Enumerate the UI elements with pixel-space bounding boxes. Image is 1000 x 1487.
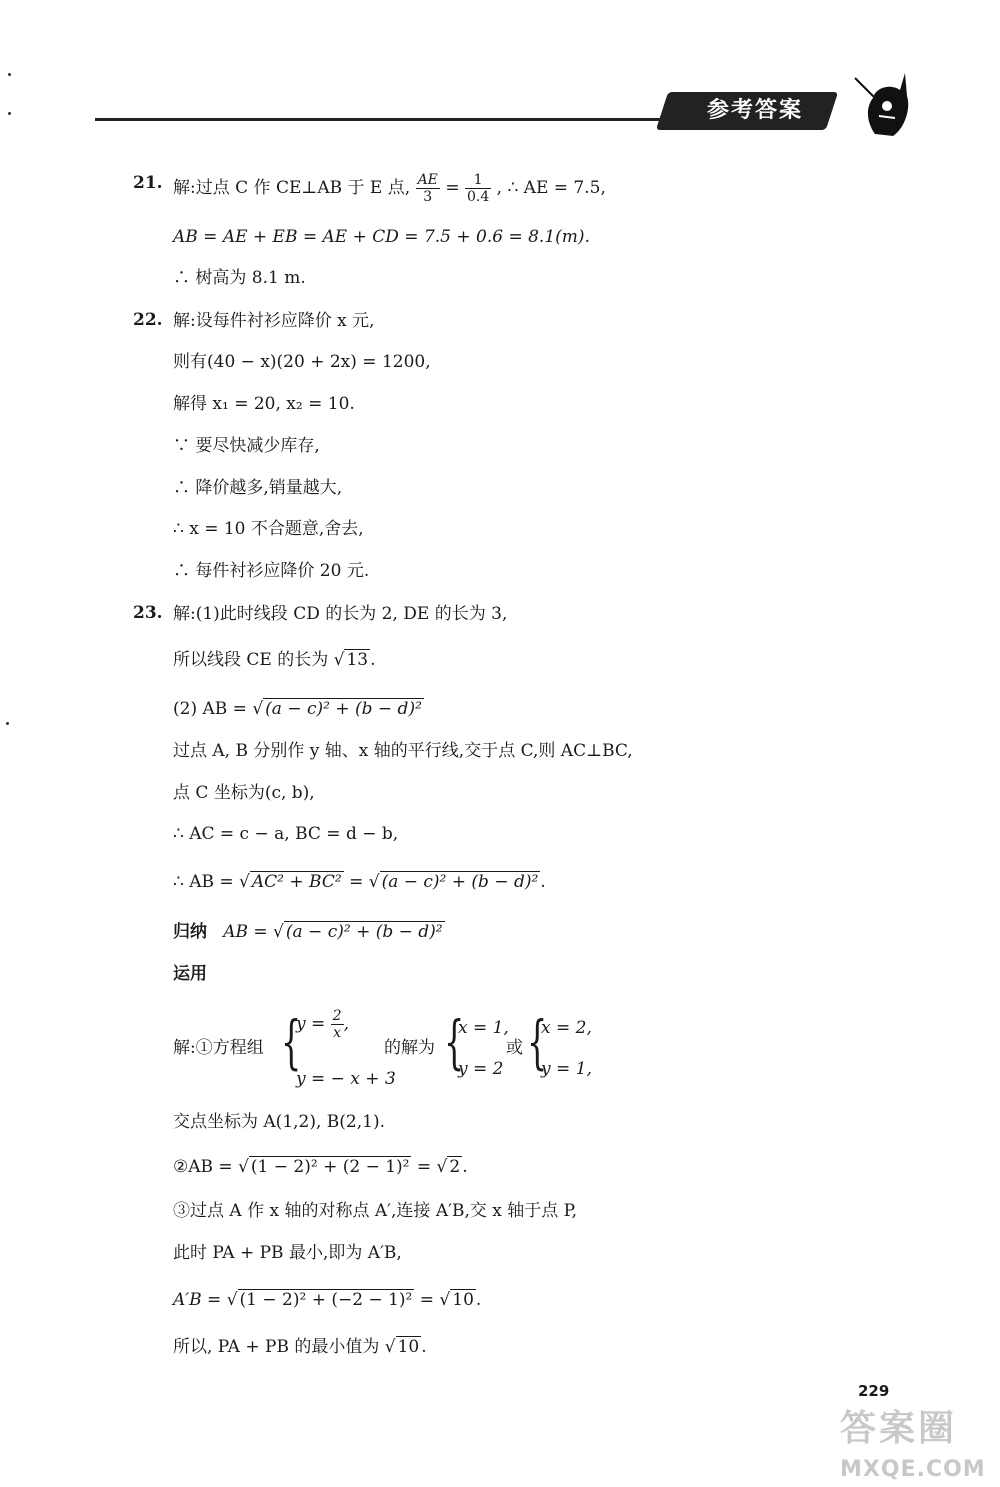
q23-line-12: A′B = √ (1 − 2)² + (−2 − 1)² = √ 10 . — [173, 1290, 482, 1310]
q21-text-b: , ∴ AE = 7.5, — [496, 178, 606, 198]
q22-line-5: ∴ 降价越多,销量越大, — [173, 478, 343, 498]
question-number-21: 21. — [133, 173, 163, 193]
solution-2-x: x = 2, — [541, 1018, 592, 1038]
header-rule — [95, 118, 670, 121]
sqrt-2: 2 — [449, 1157, 461, 1177]
sqrt-distance: (a − c)² + (b − d)² — [265, 699, 422, 719]
q23-line-9: ②AB = √ (1 − 2)² + (2 − 1)² = √ 2 . — [173, 1157, 468, 1177]
fraction-1-04: $\frac{1}{0.4}$ — [466, 172, 490, 205]
scan-mark — [8, 112, 11, 115]
q23-line-7: ∴ AB = √ AC² + BC² = √ (a − c)² + (b − d)² . — [173, 872, 546, 892]
brace-solution-1: { — [444, 1008, 465, 1076]
sqrt-ac-bc: AC² + BC² — [251, 872, 342, 892]
brace-solution-2: { — [527, 1008, 548, 1076]
system-mid: 的解为 — [384, 1038, 435, 1058]
q21-text: 解:过点 C 作 CE⊥AB 于 E 点, — [173, 178, 411, 198]
q23-line-13: 所以, PA + PB 的最小值为 √ 10 . — [173, 1337, 427, 1357]
fraction-ae-3: $\frac{AE}{3}$ — [417, 172, 438, 205]
q22-line-7: ∴ 每件衬衫应降价 20 元. — [173, 561, 370, 581]
sqrt-a-prime-b: (1 − 2)² + (−2 − 1)² — [239, 1290, 413, 1310]
system-eq-1: y = $\frac{2}{x}$ , — [296, 1008, 349, 1041]
q22-line-6: ∴ x = 10 不合题意,舍去, — [173, 519, 364, 539]
system-prefix: 解:①方程组 — [173, 1038, 264, 1058]
watermark-url: MXQE.COM — [840, 1457, 986, 1482]
system-eq-2: y = − x + 3 — [296, 1069, 396, 1089]
watermark-text: 答案圈 — [840, 1408, 958, 1449]
q23-line-8: 交点坐标为 A(1,2), B(2,1). — [173, 1112, 385, 1132]
or-word: 或 — [506, 1038, 523, 1058]
q23-line-11: 此时 PA + PB 最小,即为 A′B, — [173, 1243, 402, 1263]
sqrt-ab: (1 − 2)² + (2 − 1)² — [250, 1157, 410, 1177]
solution-1-x: x = 1, — [458, 1018, 509, 1038]
sqrt-10: 10 — [452, 1290, 474, 1310]
page-number: 229 — [858, 1382, 890, 1400]
question-number-22: 22. — [133, 310, 163, 330]
q21-line-2: AB = AE + EB = AE + CD = 7.5 + 0.6 = 8.1(m). — [173, 227, 590, 247]
q22-line-2: 则有(40 − x)(20 + 2x) = 1200, — [173, 352, 431, 372]
watermark — [840, 1400, 1000, 1485]
q21-line-3: ∴ 树高为 8.1 m. — [173, 268, 306, 288]
sqrt-10: 10 — [397, 1337, 420, 1357]
sqrt-distance: (a − c)² + (b − d)² — [285, 922, 443, 942]
q22-line-4: ∵ 要尽快减少库存, — [173, 436, 320, 456]
yunyong-label: 运用 — [173, 964, 207, 984]
scan-mark — [6, 722, 9, 725]
sqrt-distance: (a − c)² + (b − d)² — [381, 872, 539, 892]
solution-1-y: y = 2 — [458, 1059, 504, 1079]
q23-line-10: ③过点 A 作 x 轴的对称点 A′,连接 A′B,交 x 轴于点 P, — [173, 1201, 578, 1221]
q23-line-2: 所以线段 CE 的长为 √ 13 . — [173, 650, 376, 670]
q23-line-1: 解:(1)此时线段 CD 的长为 2, DE 的长为 3, — [173, 604, 508, 624]
equals-sign: = — [445, 178, 460, 198]
q21-line-1 — [173, 172, 606, 205]
guina-label: 归纳 — [173, 922, 207, 942]
question-number-23: 23. — [133, 603, 163, 623]
q22-line-3: 解得 x₁ = 20, x₂ = 10. — [173, 394, 355, 414]
header-banner-text: 参考答案 — [706, 98, 803, 123]
q23-line-5: 点 C 坐标为(c, b), — [173, 783, 315, 803]
mascot-icon — [845, 68, 915, 143]
q23-line-3: (2) AB = √ (a − c)² + (b − d)² — [173, 699, 422, 719]
q23-line-4: 过点 A, B 分别作 y 轴、x 轴的平行线,交于点 C,则 AC⊥BC, — [173, 741, 633, 761]
sqrt-13: 13 — [346, 650, 369, 670]
q23-guina: 归纳 AB = √ (a − c)² + (b − d)² — [173, 922, 443, 942]
brace-system: { — [281, 1008, 302, 1076]
q22-line-1: 解:设每件衬衫应降价 x 元, — [173, 311, 375, 331]
solution-2-y: y = 1, — [541, 1059, 592, 1079]
scan-mark — [8, 73, 11, 76]
q23-line-6: ∴ AC = c − a, BC = d − b, — [173, 824, 399, 844]
